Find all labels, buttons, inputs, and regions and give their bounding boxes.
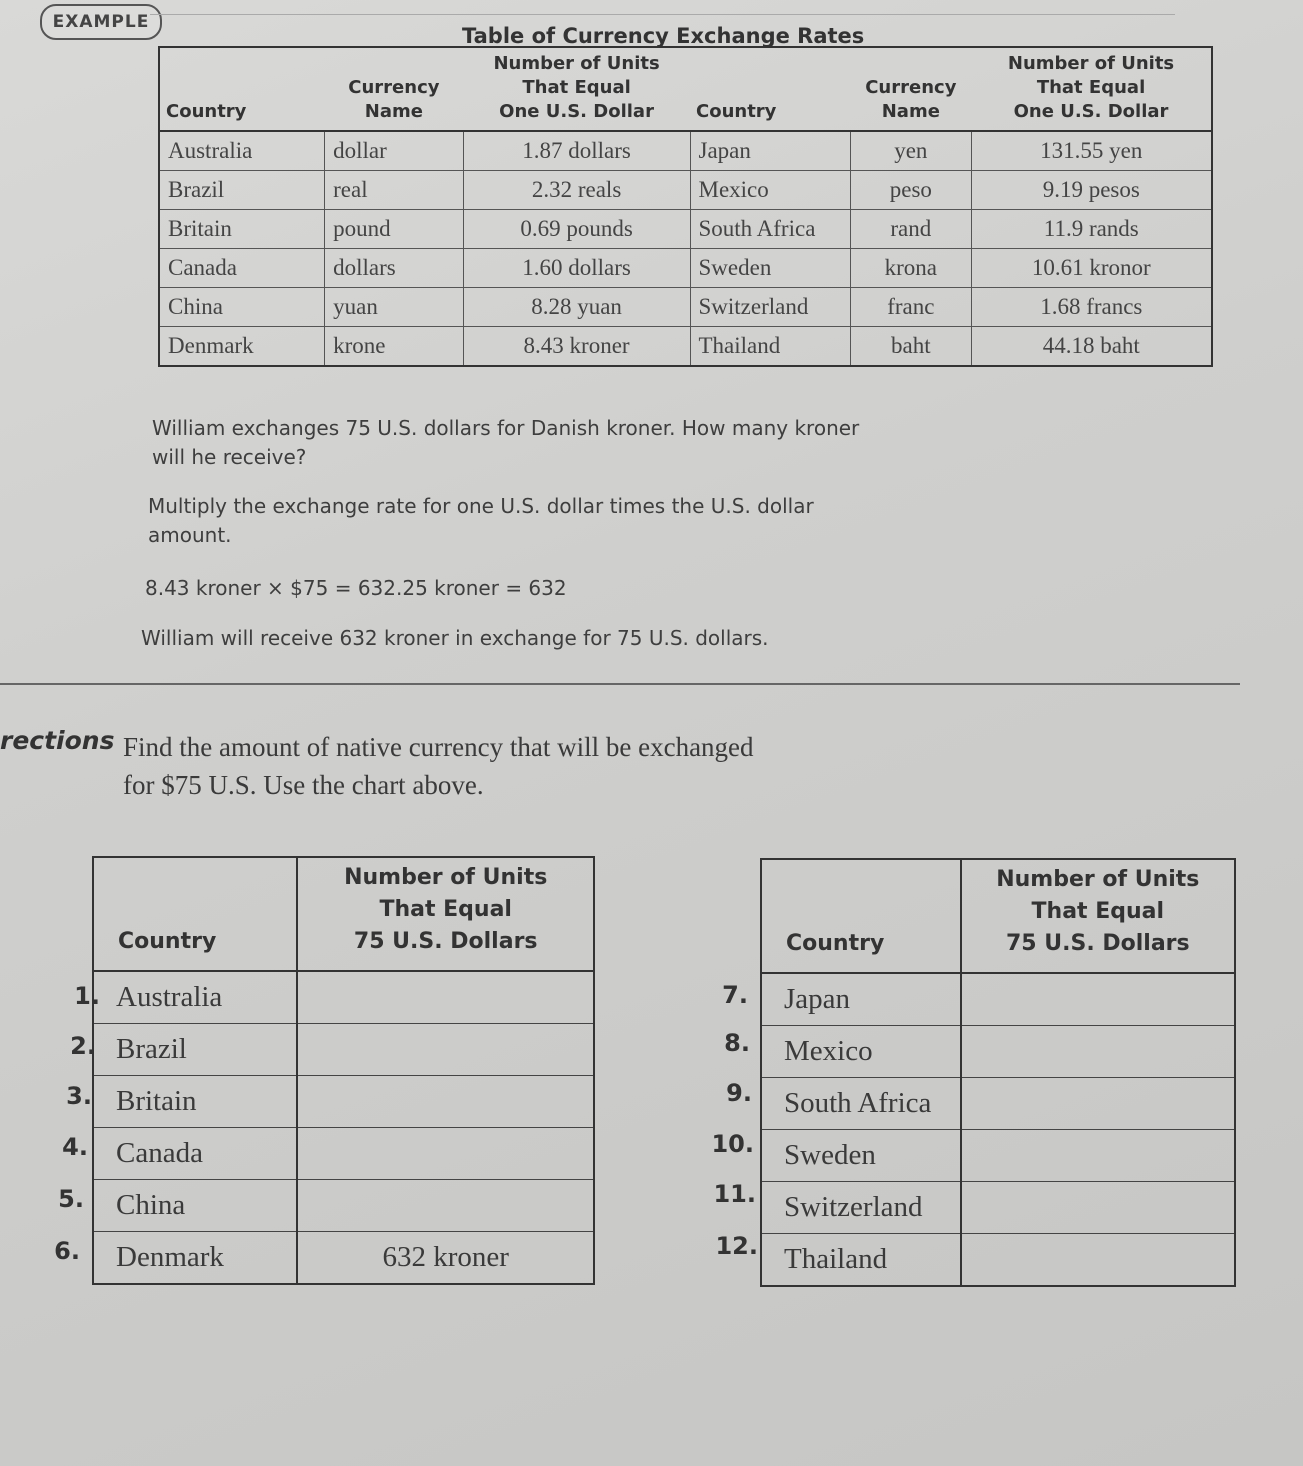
- country-cell: Canada: [93, 1128, 297, 1180]
- example-badge: EXAMPLE: [40, 4, 162, 40]
- question-number: 2.: [70, 1032, 96, 1060]
- answer-cell[interactable]: [297, 1128, 594, 1180]
- header-country-2: Country: [690, 47, 851, 131]
- table-row: [93, 1128, 594, 1180]
- header-units: Number of Units That Equal One U.S. Dollar: [463, 47, 690, 131]
- table-row: [159, 171, 1212, 210]
- currency-cell: real: [325, 171, 464, 210]
- answer-cell[interactable]: [297, 1076, 594, 1128]
- currency-cell: baht: [851, 327, 971, 367]
- header-country: Country: [761, 859, 961, 973]
- currency-cell: yen: [851, 131, 971, 171]
- country-cell: Australia: [93, 971, 297, 1024]
- question-number: 12.: [715, 1232, 758, 1260]
- header-units-75: Number of Units That Equal 75 U.S. Dollars: [297, 857, 594, 971]
- currency-cell: krone: [325, 327, 464, 367]
- units-cell: 1.87 dollars: [463, 131, 690, 171]
- table-row: [159, 249, 1212, 288]
- country-cell: Thailand: [690, 327, 851, 367]
- table-row: [159, 327, 1212, 367]
- country-cell: Brazil: [93, 1024, 297, 1076]
- question-number: 4.: [62, 1133, 88, 1161]
- country-cell: South Africa: [690, 210, 851, 249]
- country-cell: Japan: [761, 973, 961, 1026]
- answer-cell[interactable]: [961, 973, 1235, 1026]
- country-cell: Switzerland: [690, 288, 851, 327]
- directions-text: Find the amount of native currency that will be exchanged for $75 U.S. Use the chart above.: [123, 732, 754, 800]
- currency-cell: peso: [851, 171, 971, 210]
- country-cell: Denmark: [159, 327, 325, 367]
- question-number: 3.: [66, 1082, 92, 1110]
- directions-label: rections: [0, 726, 115, 755]
- table-row: [761, 1182, 1235, 1234]
- currency-cell: franc: [851, 288, 971, 327]
- answer-table-left: [92, 856, 595, 1285]
- table-row: [93, 1232, 594, 1285]
- table-row: [159, 131, 1212, 171]
- currency-cell: dollars: [325, 249, 464, 288]
- question-number: 11.: [713, 1180, 756, 1208]
- answer-cell[interactable]: [961, 1078, 1235, 1130]
- units-cell: 9.19 pesos: [971, 171, 1212, 210]
- country-cell: Mexico: [761, 1026, 961, 1078]
- table-row: [761, 1078, 1235, 1130]
- units-cell: 131.55 yen: [971, 131, 1212, 171]
- country-cell: Britain: [93, 1076, 297, 1128]
- country-cell: China: [159, 288, 325, 327]
- answer-cell[interactable]: [961, 1130, 1235, 1182]
- units-cell: 8.43 kroner: [463, 327, 690, 367]
- answer-table-right: [760, 858, 1236, 1287]
- country-cell: Australia: [159, 131, 325, 171]
- answer-cell[interactable]: [297, 1024, 594, 1076]
- country-cell: South Africa: [761, 1078, 961, 1130]
- table-row: [93, 1076, 594, 1128]
- header-currency-name: Currency Name: [325, 47, 464, 131]
- table-row: [761, 1234, 1235, 1287]
- header-units-75: Number of Units That Equal 75 U.S. Dollars: [961, 859, 1235, 973]
- example-question: William exchanges 75 U.S. dollars for Danish kroner. How many kroner will he receive?: [152, 416, 860, 469]
- country-cell: Brazil: [159, 171, 325, 210]
- currency-cell: krona: [851, 249, 971, 288]
- units-cell: 2.32 reals: [463, 171, 690, 210]
- units-cell: 10.61 kronor: [971, 249, 1212, 288]
- example-equation: 8.43 kroner × $75 = 632.25 kroner = 632: [145, 576, 567, 600]
- units-cell: 0.69 pounds: [463, 210, 690, 249]
- header-currency-name-2: Currency Name: [851, 47, 971, 131]
- country-cell: Sweden: [761, 1130, 961, 1182]
- question-number: 10.: [711, 1130, 754, 1158]
- top-rule: [150, 14, 1175, 15]
- table-row: [159, 210, 1212, 249]
- units-cell: 1.60 dollars: [463, 249, 690, 288]
- answer-cell[interactable]: [297, 971, 594, 1024]
- units-cell: 11.9 rands: [971, 210, 1212, 249]
- answer-cell[interactable]: 632 kroner: [297, 1232, 594, 1285]
- currency-cell: yuan: [325, 288, 464, 327]
- country-cell: China: [93, 1180, 297, 1232]
- question-number: 6.: [54, 1237, 80, 1265]
- question-number: 7.: [722, 981, 748, 1009]
- table-row: [93, 1024, 594, 1076]
- units-cell: 44.18 baht: [971, 327, 1212, 367]
- currency-cell: pound: [325, 210, 464, 249]
- country-cell: Canada: [159, 249, 325, 288]
- country-cell: Mexico: [690, 171, 851, 210]
- section-divider: [0, 683, 1240, 685]
- table-row: [93, 1180, 594, 1232]
- currency-cell: dollar: [325, 131, 464, 171]
- rates-table-title: Table of Currency Exchange Rates: [462, 24, 865, 48]
- country-cell: Britain: [159, 210, 325, 249]
- country-cell: Denmark: [93, 1232, 297, 1285]
- country-cell: Japan: [690, 131, 851, 171]
- question-number: 1.: [74, 982, 100, 1010]
- answer-cell[interactable]: [961, 1182, 1235, 1234]
- header-country: Country: [159, 47, 325, 131]
- header-country: Country: [93, 857, 297, 971]
- units-cell: 8.28 yuan: [463, 288, 690, 327]
- country-cell: Thailand: [761, 1234, 961, 1287]
- table-row: [93, 971, 594, 1024]
- answer-header-row: [761, 859, 1235, 973]
- answer-cell[interactable]: [297, 1180, 594, 1232]
- header-units-2: Number of Units That Equal One U.S. Dollar: [971, 47, 1212, 131]
- example-step: Multiply the exchange rate for one U.S. dollar times the U.S. dollar amount.: [148, 494, 814, 547]
- exchange-rates-table: [158, 46, 1213, 367]
- table-row: [761, 1026, 1235, 1078]
- answer-cell[interactable]: [961, 1234, 1235, 1287]
- question-number: 9.: [726, 1079, 752, 1107]
- table-row: [761, 973, 1235, 1026]
- country-cell: Sweden: [690, 249, 851, 288]
- currency-cell: rand: [851, 210, 971, 249]
- answer-header-row: [93, 857, 594, 971]
- table-row: [761, 1130, 1235, 1182]
- units-cell: 1.68 francs: [971, 288, 1212, 327]
- answer-cell[interactable]: [961, 1026, 1235, 1078]
- question-number: 5.: [58, 1185, 84, 1213]
- question-number: 8.: [724, 1029, 750, 1057]
- country-cell: Switzerland: [761, 1182, 961, 1234]
- table-row: [159, 288, 1212, 327]
- example-answer: William will receive 632 kroner in exchange for 75 U.S. dollars.: [141, 626, 769, 650]
- rates-header-row: [159, 47, 1212, 131]
